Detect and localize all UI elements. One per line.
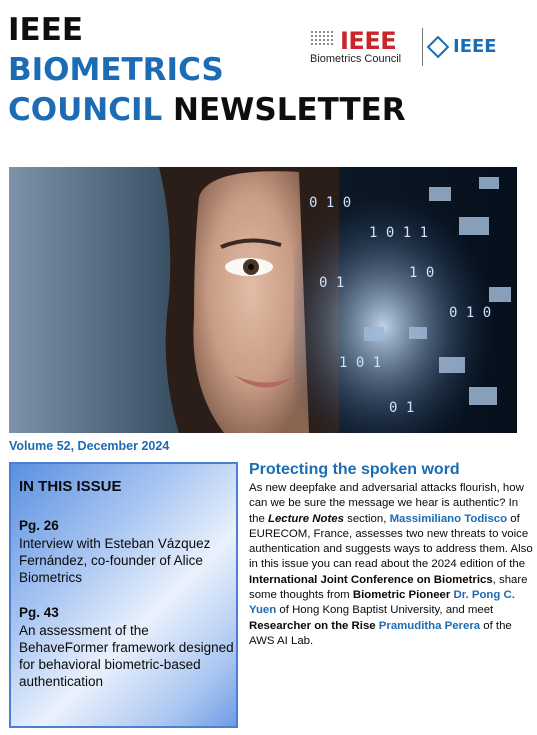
ieee-master-wordmark: IEEE — [453, 36, 497, 57]
svg-text:1 0 1 1: 1 0 1 1 — [369, 225, 429, 241]
biometrics-council-label: Biometrics Council — [310, 53, 402, 65]
issue-item-2-text: An assessment of the BehaveFormer framework designed for behavioral biometric-based authentication — [19, 623, 234, 689]
article-title: Protecting the spoken word — [249, 461, 460, 478]
svg-text:0 1 0: 0 1 0 — [309, 195, 352, 211]
article-text-3: of EURECOM, France, assesses two new threats to voice authentication and suggests ways to address them. Also in this issue you can read about the 2024 edition of the — [249, 512, 533, 571]
lead-article — [249, 461, 533, 649]
issue-item-1-text: Interview with Esteban Vázquez Fernández, co-founder of Alice Biometrics — [19, 536, 211, 585]
rise-label: Researcher on the Rise — [249, 619, 376, 632]
article-text-5: of Hong Kong Baptist University, and meet — [276, 604, 494, 617]
dot-grid-icon — [310, 30, 340, 50]
ieee-diamond-icon — [427, 35, 450, 58]
title-line-council-newsletter — [8, 90, 406, 130]
article-text-6: of the AWS AI Lab. — [249, 619, 512, 647]
face-digital-illustration — [9, 167, 517, 433]
section-lecture-notes: Lecture Notes — [268, 512, 344, 525]
cover-image — [9, 167, 517, 433]
svg-text:1 0: 1 0 — [409, 265, 435, 281]
conference-name: International Joint Conference on Biometrics — [249, 573, 493, 586]
svg-text:0 1: 0 1 — [319, 275, 345, 291]
article-text-4: , share some thoughts from — [249, 573, 528, 602]
title-line-ieee: IEEE — [8, 12, 84, 48]
logo-divider — [422, 28, 423, 66]
author-name: Massimiliano Todisco — [389, 512, 508, 525]
in-this-issue-box — [9, 462, 238, 728]
title-line-biometrics: BIOMETRICS — [8, 52, 224, 88]
pioneer-name: Dr. Pong C. Yuen — [249, 589, 515, 617]
in-this-issue-heading: IN THIS ISSUE — [19, 478, 122, 495]
pioneer-label: Biometric Pioneer — [352, 589, 451, 602]
svg-text:0 1 0: 0 1 0 — [449, 305, 492, 321]
issue-item-2-page: Pg. 43 — [19, 605, 59, 620]
article-text-2: section, — [343, 512, 390, 525]
title-word-council: COUNCIL — [8, 92, 163, 128]
article-text-1: As new deepfake and adversarial attacks flourish, how can we be sure the message we hear is authentic? In the — [249, 482, 524, 525]
title-word-newsletter: NEWSLETTER — [162, 92, 406, 128]
council-logos — [310, 28, 510, 68]
issue-item-1-page: Pg. 26 — [19, 518, 59, 533]
rise-name: Pramuditha Perera — [378, 619, 481, 632]
ieee-logo-wordmark: IEEE — [340, 27, 397, 55]
svg-text:0 1: 0 1 — [389, 400, 415, 416]
svg-text:1 0 1: 1 0 1 — [339, 355, 382, 371]
article-body — [249, 481, 533, 649]
ieee-master-brand — [430, 36, 497, 57]
volume-date: Volume 52, December 2024 — [9, 439, 170, 453]
